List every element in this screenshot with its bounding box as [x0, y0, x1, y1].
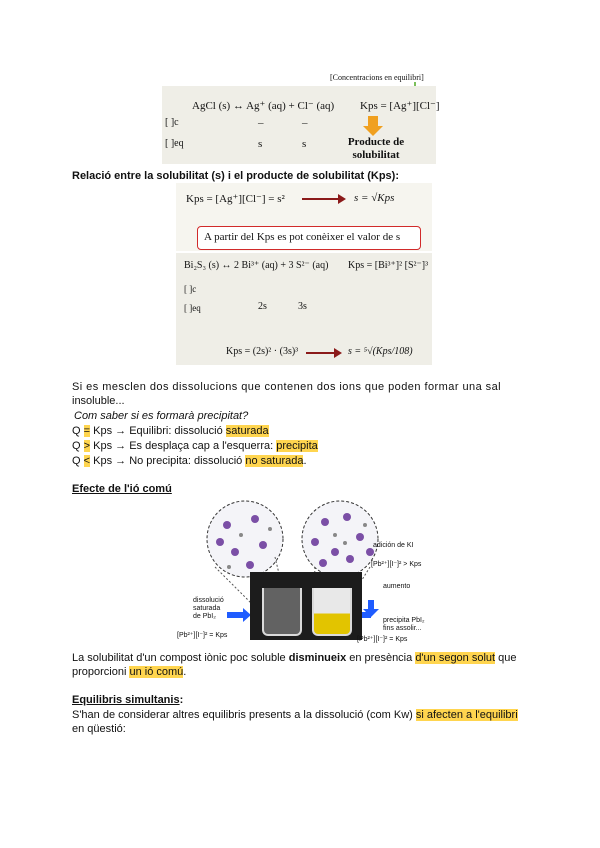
bi-arrow-line	[306, 352, 336, 354]
label-eq-right: [Pb²⁺][I⁻]² = Kps	[357, 636, 408, 643]
label-aumento: aumento	[383, 583, 411, 590]
red-arrow-head	[338, 194, 346, 204]
kps-note: A partir del Kps es pot conèixer el valor de s	[204, 231, 401, 243]
agcl-equation-box	[162, 86, 440, 164]
bi-row-c: [ ]c	[184, 284, 197, 294]
equilibris-heading: Equilibris simultanis:	[72, 694, 184, 706]
label-adicio: adición de KI	[373, 542, 414, 549]
para3-line1: S'han de considerar altres equilibris presents a la dissolució (com Kw) si afecten a l'equilibri	[72, 709, 518, 721]
bi-3s: 3s	[298, 301, 307, 312]
efecte-heading: Efecte de l'ió comú	[72, 483, 172, 495]
row-eq-label: [ ]eq	[165, 138, 184, 149]
para3-line2: en qüestió:	[72, 723, 126, 735]
beaker-left	[262, 588, 302, 636]
q-row-less: Q < Kps → No precipita: dissolució no saturada.	[72, 455, 307, 467]
product-label: Producte de solubilitat	[347, 136, 405, 161]
label-precipita: precipita PbI₂	[383, 617, 425, 624]
bi2s3-box	[176, 253, 432, 365]
relacio-heading: Relació entre la solubilitat (s) i el producte de solubilitat (Kps):	[72, 170, 399, 182]
orange-arrow-stem	[368, 116, 378, 126]
s-cl: s	[302, 138, 307, 150]
bi2s3-kps: Kps = [Bi³⁺]² [S²⁻]³	[348, 260, 429, 271]
q-row-equal: Q = Kps → Equilibri: dissolució saturada	[72, 425, 269, 437]
common-ion-figure	[175, 497, 445, 645]
dash-cl: –	[302, 117, 308, 129]
beaker-photo	[250, 572, 362, 640]
bi-row-eq: [ ]eq	[184, 303, 201, 313]
precipitat-question: Com saber si es formarà precipitat?	[74, 410, 249, 422]
s-ag: s	[258, 138, 263, 150]
agcl-kps: Kps = [Ag⁺][Cl⁻]	[360, 100, 440, 112]
kps-note-box	[197, 226, 421, 250]
label-saturada: saturada	[193, 605, 221, 612]
label-pb: [Pb²⁺][I⁻]² > Kps	[371, 561, 422, 568]
s-sqrt-kps: s = √Kps	[354, 192, 395, 204]
label-de-pbi2: de PbI₂	[193, 613, 216, 620]
para1-line2: insoluble...	[72, 395, 125, 407]
label-fins: fins assolir...	[383, 625, 422, 632]
row-c-label: [ ]c	[165, 117, 179, 128]
agcl-equation: AgCl (s) ↔ Ag⁺ (aq) + Cl⁻ (aq)	[192, 100, 335, 112]
para2-line2: proporcioni un ió comú.	[72, 666, 187, 678]
q-row-greater: Q > Kps → Es desplaça cap a l'esquerra: precipita	[72, 440, 318, 452]
para2-line1: La solubilitat d'un compost iònic poc soluble disminueix en presència d'un segon solut que	[72, 652, 517, 664]
orange-arrow-head	[363, 126, 383, 136]
bi-s-expr: s = ⁵√(Kps/108)	[348, 346, 413, 357]
bi-arrow-head	[334, 348, 342, 358]
label-eq-left: [Pb²⁺][I⁻]² = Kps	[177, 632, 228, 639]
dash-ag: –	[258, 117, 264, 129]
red-arrow-line	[302, 198, 340, 200]
kps-ag-cl: Kps = [Ag⁺][Cl⁻] = s²	[186, 193, 285, 205]
beaker-right	[312, 588, 352, 636]
label-dissolucio: dissolució	[193, 597, 224, 604]
para1-line1: Si es mesclen dos dissolucions que contenen dos ions que poden formar una sal	[72, 381, 502, 393]
bi-2s: 2s	[258, 301, 267, 312]
bi2s3-equation: Bi₂S₃ (s) ↔ 2 Bi³⁺ (aq) + 3 S²⁻ (aq)	[184, 260, 329, 271]
equilibrium-caption: [Concentracions en equilibri]	[330, 73, 424, 82]
bi-kps-expr: Kps = (2s)² · (3s)³	[226, 346, 299, 357]
